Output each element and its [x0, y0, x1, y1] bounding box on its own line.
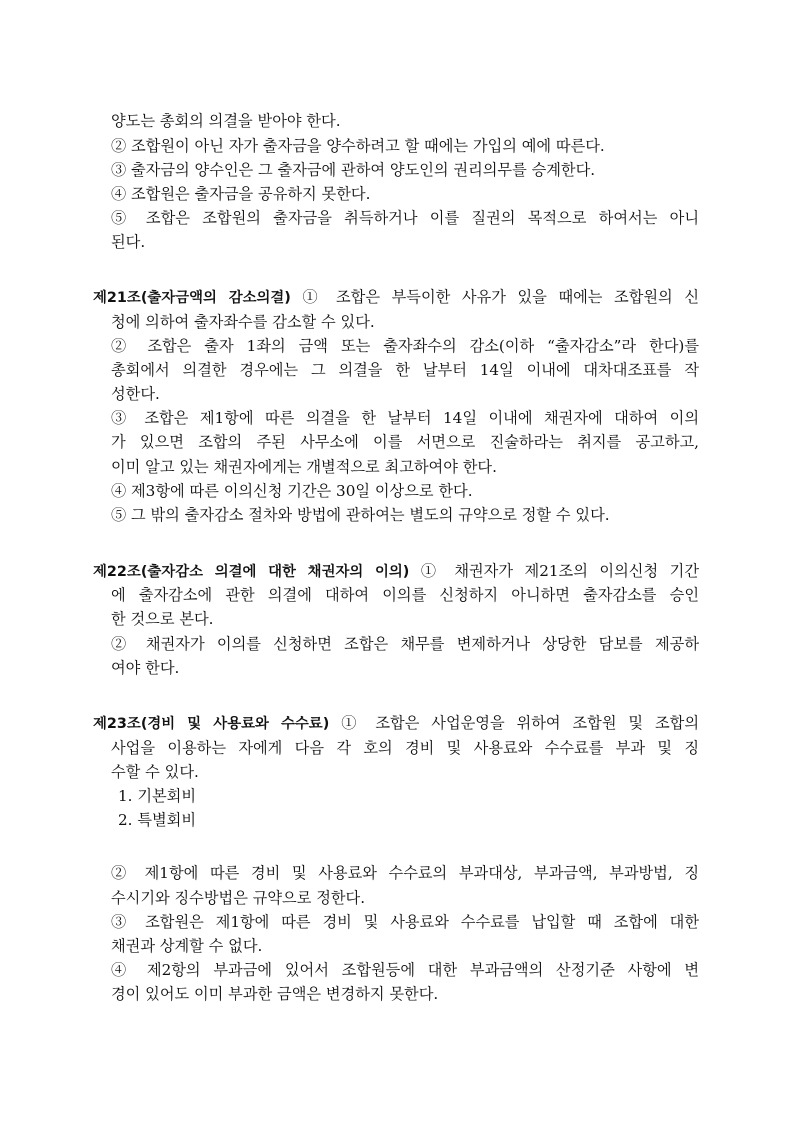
text-line: ② 제1항에 따른 경비 및 사용료와 수수료의 부과대상, 부과금액, 부과방법, 징 — [111, 864, 699, 882]
text-line: ③ 출자금의 양수인은 그 출자금에 관하여 양도인의 권리의무를 승계한다. — [111, 161, 596, 179]
article-23-heading-line — [93, 711, 699, 736]
text-line: 한 것으로 본다. — [111, 610, 214, 628]
text-line: ⑤ 그 밖의 출자감소 절차와 방법에 관하여는 별도의 규약으로 정할 수 있다. — [111, 506, 610, 524]
list-item: 1. 기본회비 — [118, 787, 197, 805]
text-line: 가 있으면 조합의 주된 사무소에 이를 서면으로 진술하라는 취지를 공고하고, — [111, 433, 699, 451]
text-line: ③ 조합원은 제1항에 따른 경비 및 사용료와 수수료를 납입할 때 조합에 대한 — [111, 913, 699, 931]
text-line: 수시기와 징수방법은 규약으로 정한다. — [111, 889, 366, 907]
text-line: 사업을 이용하는 자에게 다음 각 호의 경비 및 사용료와 수수료를 부과 및 징 — [111, 739, 699, 757]
article-21-heading-line — [93, 285, 699, 310]
text-line: 여야 한다. — [111, 659, 180, 677]
text-line: ① 조합은 부득이한 사유가 있을 때에는 조합원의 신 — [290, 288, 699, 306]
article-21-title: 제21조(출자금액의 감소의결) — [93, 290, 291, 306]
text-line: 이미 알고 있는 채권자에게는 개별적으로 최고하여야 한다. — [111, 458, 497, 476]
text-line: ② 조합원이 아닌 자가 출자금을 양수하려고 할 때에는 가입의 예에 따른다. — [111, 137, 605, 155]
text-line: ① 채권자가 제21조의 이의신청 기간 — [409, 562, 699, 580]
text-line: 청에 의하여 출자좌수를 감소할 수 있다. — [111, 313, 375, 331]
text-line: 경이 있어도 이미 부과한 금액은 변경하지 못한다. — [111, 985, 439, 1003]
text-line: 된다. — [111, 233, 146, 251]
text-line: ① 조합은 사업운영을 위하여 조합원 및 조합의 — [329, 714, 700, 732]
text-line: ③ 조합은 제1항에 따른 의결을 한 날부터 14일 이내에 채권자에 대하여 이의 — [111, 409, 699, 427]
text-line: ⑤ 조합은 조합원의 출자금을 취득하거나 이를 질권의 목적으로 하여서는 아니 — [111, 209, 699, 227]
text-line: 채권과 상계할 수 없다. — [111, 937, 263, 955]
text-line: ② 채권자가 이의를 신청하면 조합은 채무를 변제하거나 상당한 담보를 제공하 — [111, 635, 699, 653]
article-23-title: 제23조(경비 및 사용료와 수수료) — [93, 716, 330, 732]
list-item: 2. 특별회비 — [118, 811, 197, 829]
text-line: 에 출자감소에 관한 의결에 대하여 이의를 신청하지 아니하면 출자감소를 승인 — [111, 586, 699, 604]
text-line: ④ 조합원은 출자금을 공유하지 못한다. — [111, 185, 371, 203]
text-line: 양도는 총회의 의결을 받아야 한다. — [111, 112, 341, 130]
article-22-heading-line — [93, 559, 699, 584]
text-line: ② 조합은 출자 1좌의 금액 또는 출자좌수의 감소(이하 “출자감소”라 한다)를 — [111, 337, 699, 355]
article-22-title: 제22조(출자감소 의결에 대한 채권자의 이의) — [93, 564, 410, 580]
text-line: ④ 제3항에 따른 이의신청 기간은 30일 이상으로 한다. — [111, 482, 473, 500]
text-line: 총회에서 의결한 경우에는 그 의결을 한 날부터 14일 이내에 대차대조표를 작 — [111, 361, 699, 379]
text-line: ④ 제2항의 부과금에 있어서 조합원등에 대한 부과금액의 산정기준 사항에 변 — [111, 961, 699, 979]
text-line: 수할 수 있다. — [111, 763, 199, 781]
text-line: 성한다. — [111, 385, 160, 403]
